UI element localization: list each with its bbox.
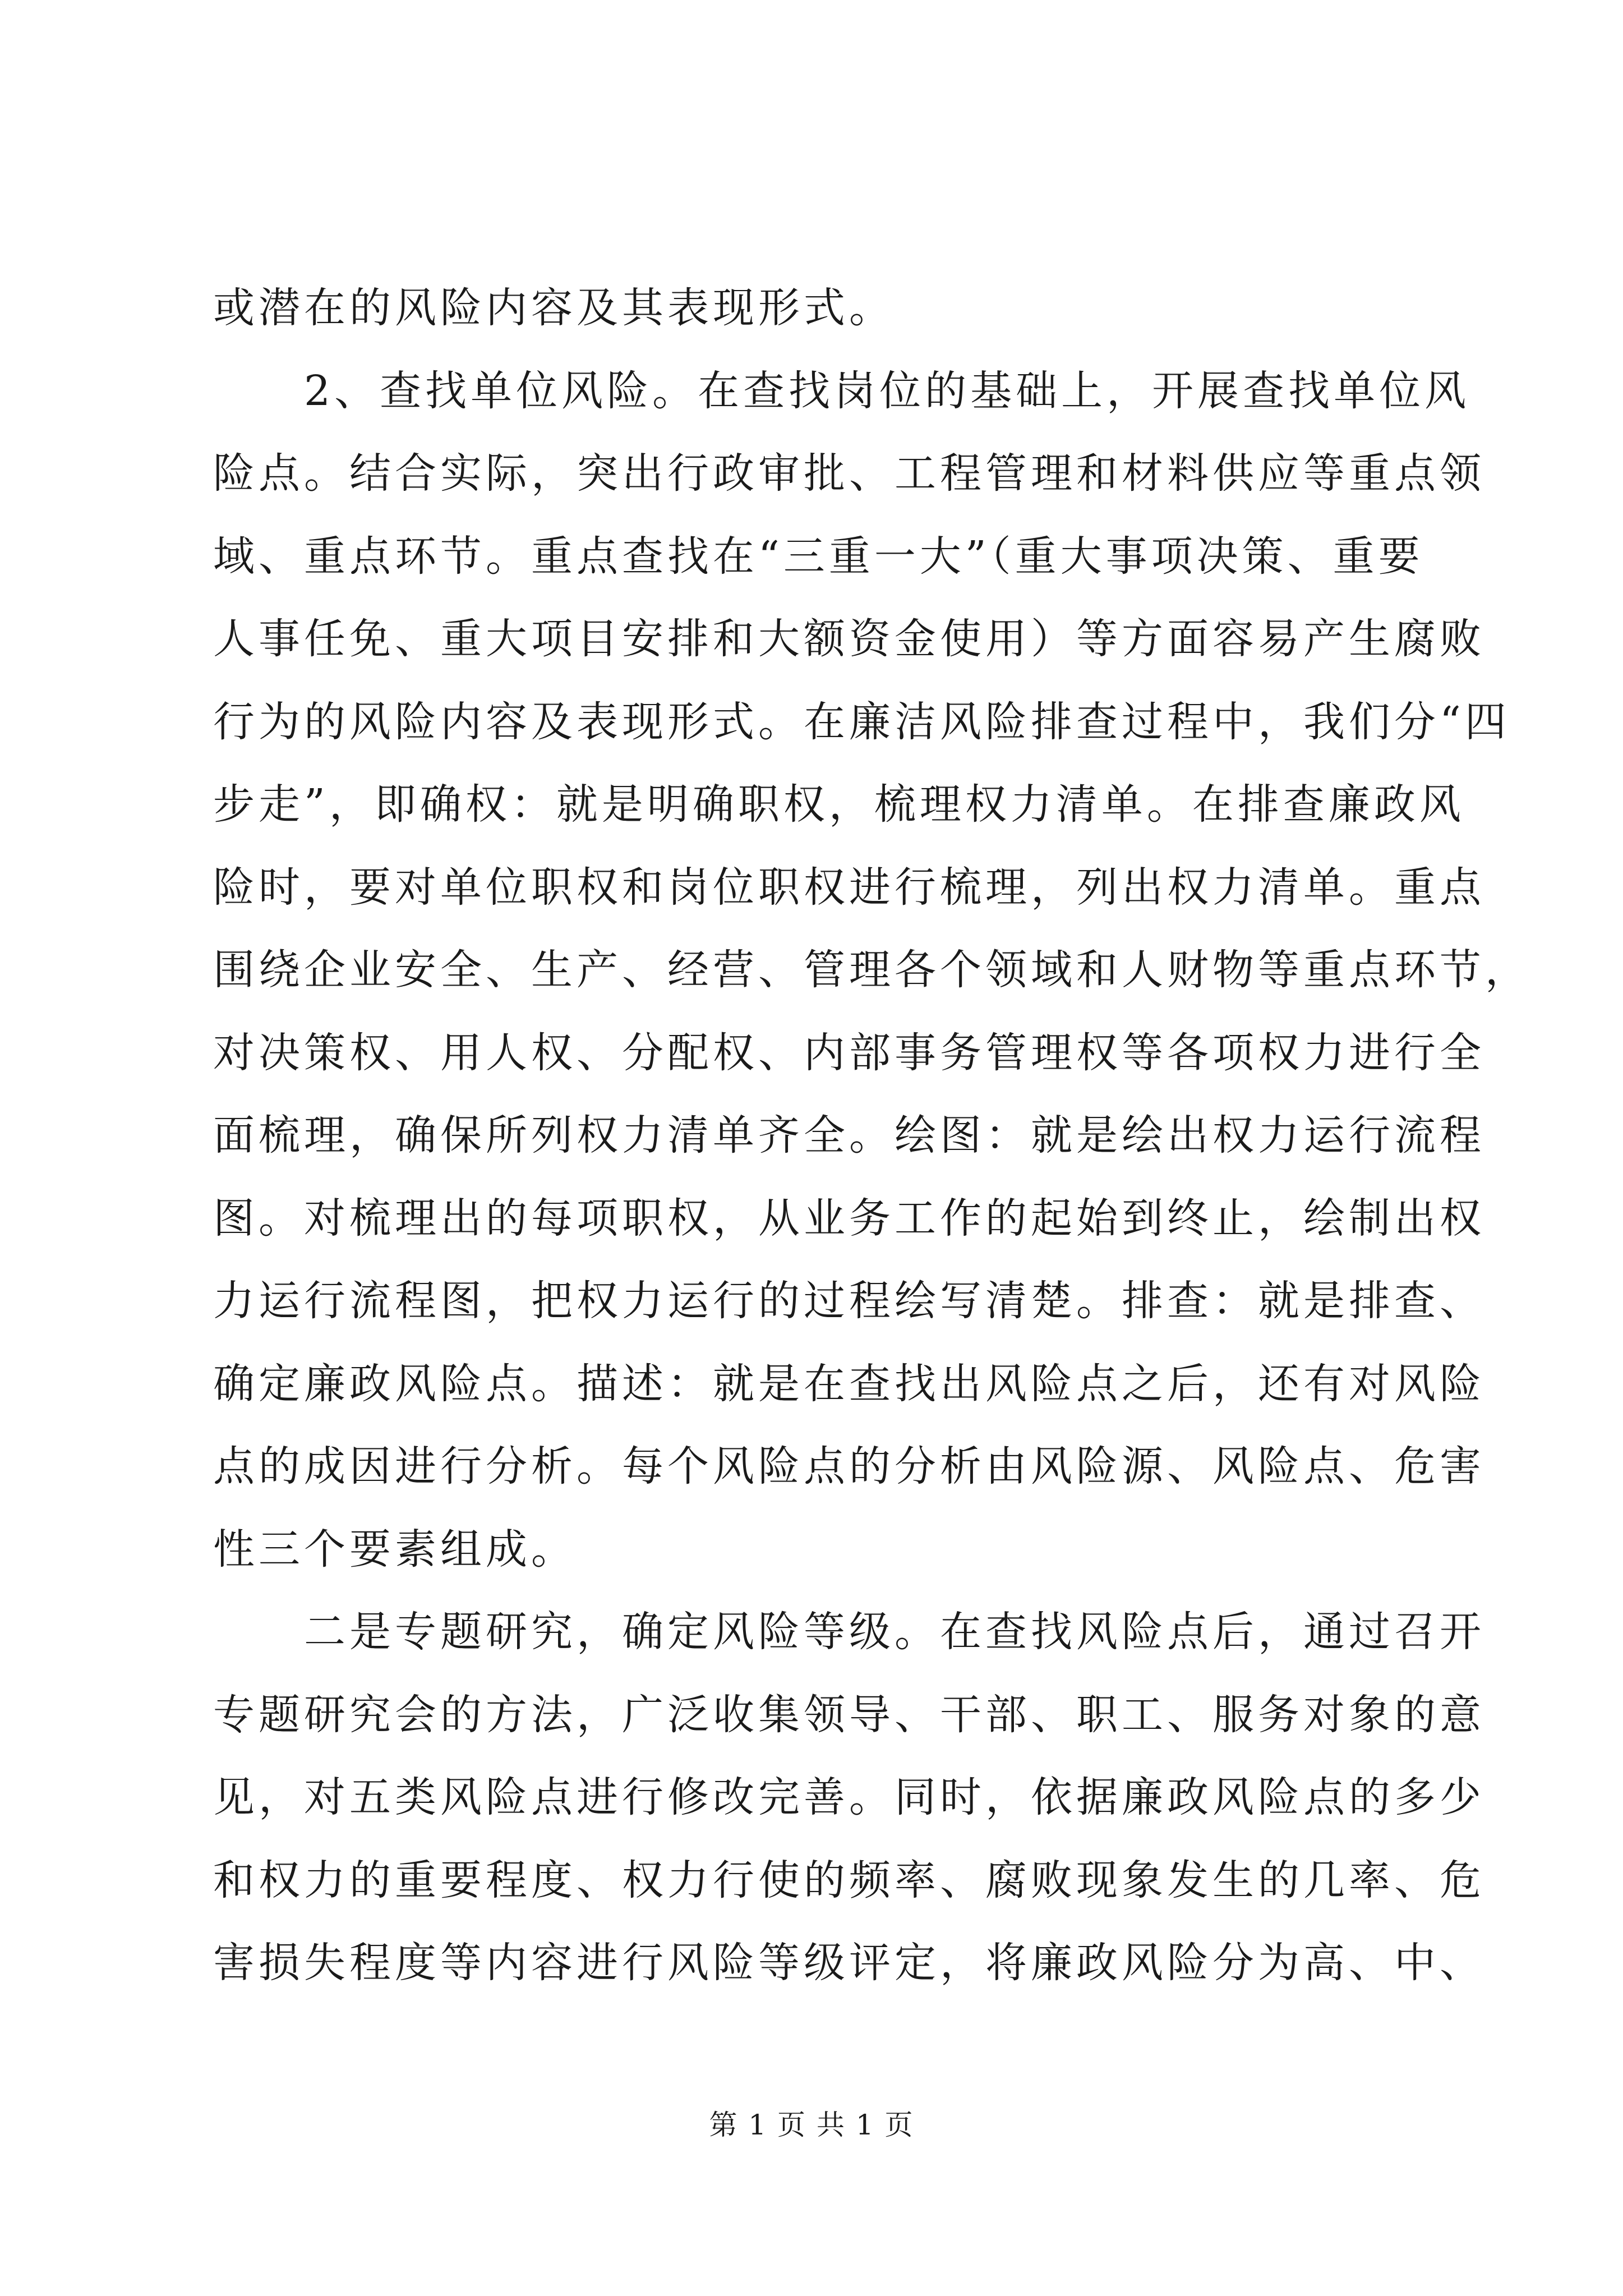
paragraph-line: 见，对五类风险点进行修改完善。同时，依据廉政风险点的多少 [213, 1773, 1485, 1821]
paragraph-line: 行为的风险内容及表现形式。在廉洁风险排查过程中，我们分“四 [213, 697, 1510, 746]
paragraph-line: 或潜在的风险内容及其表现形式。 [213, 284, 895, 332]
paragraph-line: 围绕企业安全、生产、经营、管理各个领域和人财物等重点环节， [213, 946, 1530, 994]
paragraph-line: 确定廉政风险点。描述：就是在查找出风险点之后，还有对风险 [213, 1359, 1485, 1408]
paragraph-line: 对决策权、用人权、分配权、内部事务管理权等各项权力进行全 [213, 1028, 1485, 1077]
paragraph-line: 步走”，即确权：就是明确职权，梳理权力清单。在排查廉政风 [213, 780, 1465, 829]
paragraph-line: 和权力的重要程度、权力行使的频率、腐败现象发生的几率、危 [213, 1856, 1485, 1904]
page-number-label: 第 1 页 共 1 页 [709, 2109, 914, 2141]
paragraph-line: 面梳理，确保所列权力清单齐全。绘图：就是绘出权力运行流程 [213, 1111, 1485, 1159]
paragraph-line: 力运行流程图，把权力运行的过程绘写清楚。排查：就是排查、 [213, 1277, 1485, 1325]
paragraph-line: 专题研究会的方法，广泛收集领导、干部、职工、服务对象的意 [213, 1690, 1485, 1739]
paragraph-line: 二是专题研究，确定风险等级。在查找风险点后，通过召开 [213, 1608, 1485, 1656]
paragraph-line: 点的成因进行分析。每个风险点的分析由风险源、风险点、危害 [213, 1442, 1485, 1490]
paragraph-line: 害损失程度等内容进行风险等级评定，将廉政风险分为高、中、 [213, 1939, 1485, 1987]
page-footer [0, 2108, 1623, 2142]
paragraph-line: 险点。结合实际，突出行政审批、工程管理和材料供应等重点领 [213, 449, 1485, 498]
paragraph-line: 图。对梳理出的每项职权，从业务工作的起始到终止，绘制出权 [213, 1194, 1485, 1243]
paragraph-line: 险时，要对单位职权和岗位职权进行梳理，列出权力清单。重点 [213, 863, 1485, 912]
paragraph-line: 2、查找单位风险。在查找岗位的基础上，开展查找单位风 [213, 366, 1470, 415]
paragraph-line: 域、重点环节。重点查找在“三重一大”（重大事项决策、重要 [213, 532, 1424, 581]
paragraph-line: 人事任免、重大项目安排和大额资金使用）等方面容易产生腐败 [213, 615, 1485, 663]
document-body [213, 267, 1530, 2005]
paragraph-line: 性三个要素组成。 [213, 1525, 577, 1573]
